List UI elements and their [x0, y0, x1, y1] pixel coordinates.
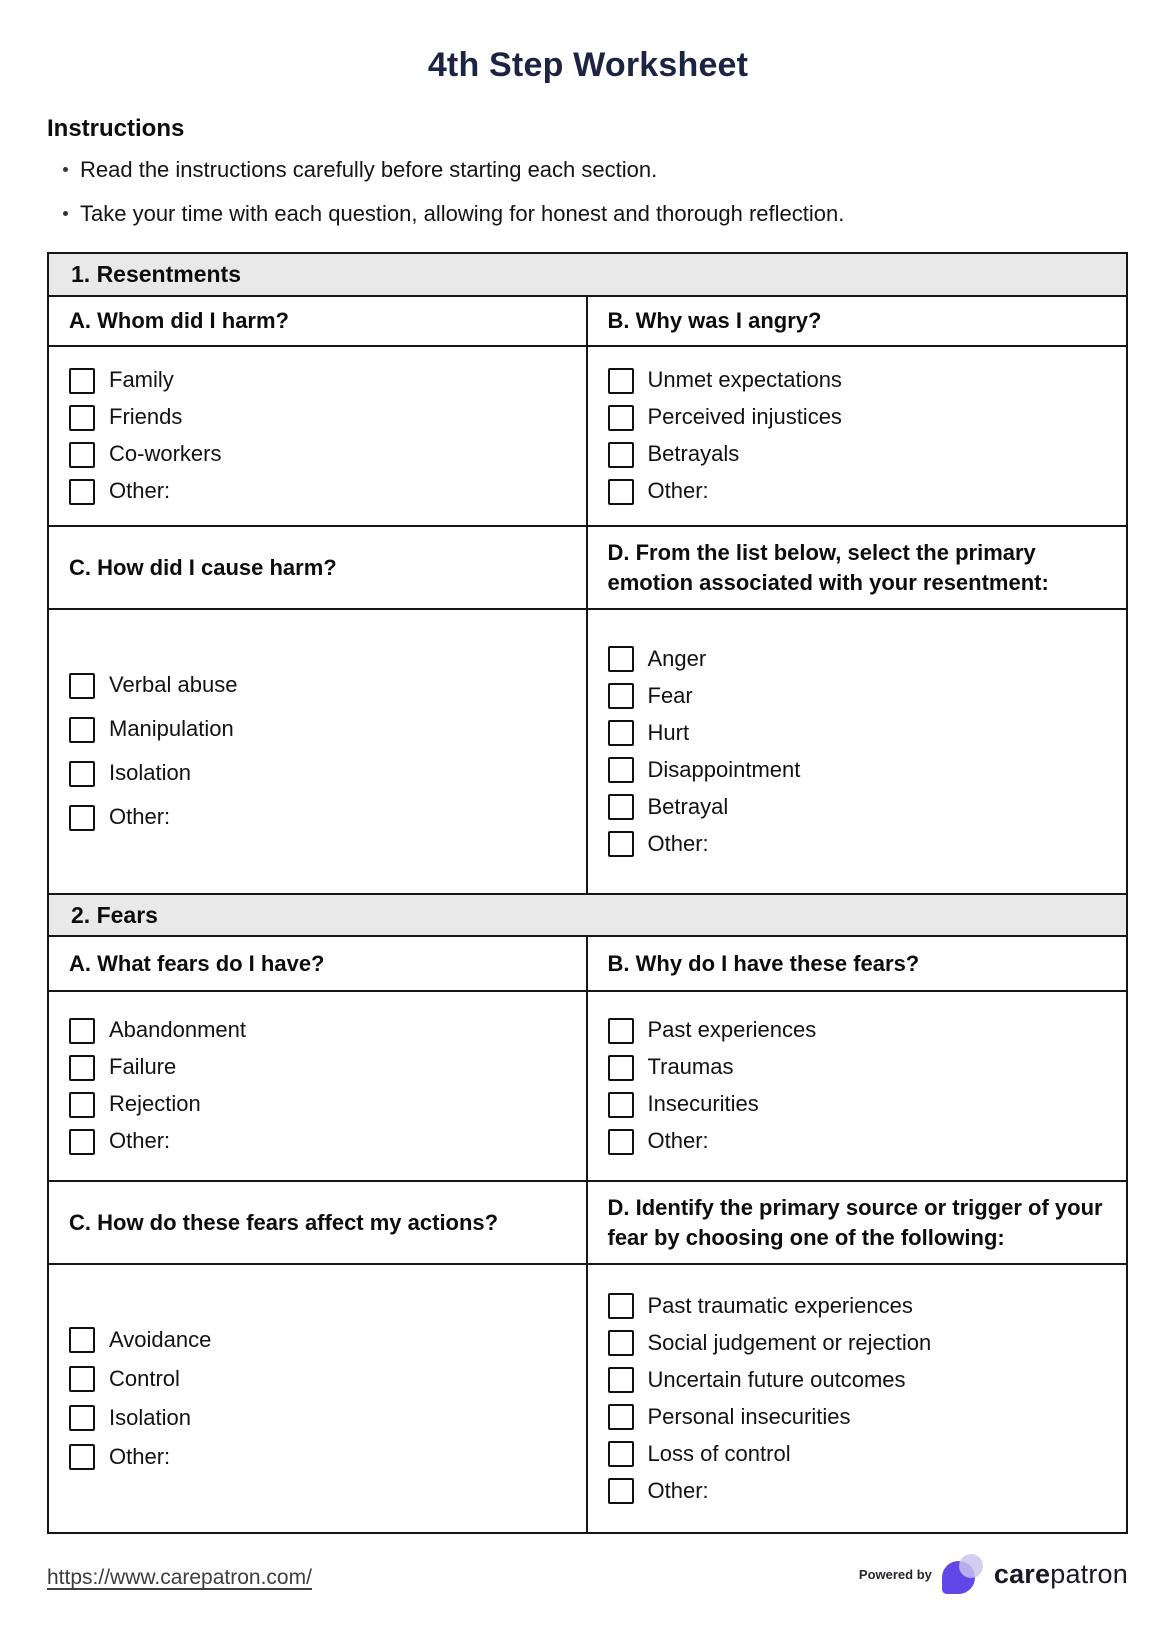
option-label: Betrayals [647, 441, 740, 467]
powered-by-badge [859, 1552, 1128, 1596]
checkbox[interactable] [69, 805, 95, 831]
question-header-row [49, 297, 1126, 347]
options-list [49, 992, 588, 1180]
checkbox[interactable] [608, 1293, 634, 1319]
options-list [588, 347, 1127, 525]
option-label: Other: [647, 1128, 709, 1154]
checkbox[interactable] [69, 1129, 95, 1155]
checkbox[interactable] [69, 1444, 95, 1470]
options-list [49, 610, 588, 893]
option-label: Other: [647, 830, 709, 856]
options-row [49, 610, 1126, 895]
checkbox-option [608, 683, 1115, 709]
checkbox[interactable] [69, 761, 95, 787]
option-label: Loss of control [647, 1440, 791, 1466]
checkbox-option [608, 442, 1115, 468]
worksheet-table [47, 252, 1128, 1534]
checkbox[interactable] [69, 1055, 95, 1081]
option-label: Unmet expectations [647, 367, 842, 393]
section-header-fears: 2. Fears [49, 895, 1126, 937]
instructions-list [47, 157, 1129, 228]
checkbox-option [608, 479, 1115, 505]
checkbox-option [69, 1405, 574, 1431]
checkbox[interactable] [608, 1441, 634, 1467]
option-label: Betrayal [647, 793, 729, 819]
instruction-text: Take your time with each question, allowing for honest and thorough reflection. [80, 201, 845, 227]
checkbox[interactable] [69, 1327, 95, 1353]
instructions-block [47, 115, 1129, 228]
checkbox-option [69, 1092, 574, 1118]
checkbox-option [608, 1441, 1115, 1467]
option-label: Rejection [109, 1091, 201, 1117]
option-label: Control [109, 1365, 180, 1391]
checkbox-option [69, 442, 574, 468]
checkbox[interactable] [69, 1092, 95, 1118]
options-list [49, 347, 588, 525]
bullet-icon [63, 211, 68, 216]
checkbox-option [69, 405, 574, 431]
checkbox[interactable] [608, 405, 634, 431]
options-row [49, 1265, 1126, 1532]
option-label: Other: [109, 1443, 171, 1469]
checkbox-option [608, 794, 1115, 820]
instruction-item [63, 201, 1129, 227]
checkbox-option [69, 479, 574, 505]
footer-link[interactable]: https://www.carepatron.com/ [47, 1566, 312, 1589]
option-label: Perceived injustices [647, 404, 842, 430]
brand-care: care [993, 1558, 1051, 1589]
checkbox[interactable] [69, 479, 95, 505]
question-header-row [49, 1182, 1126, 1265]
option-label: Traumas [647, 1054, 734, 1080]
checkbox-option [69, 761, 574, 787]
checkbox-option [69, 1129, 574, 1155]
checkbox-option [608, 1404, 1115, 1430]
checkbox[interactable] [608, 1092, 634, 1118]
checkbox-option [69, 717, 574, 743]
checkbox[interactable] [608, 1330, 634, 1356]
checkbox-option [69, 1366, 574, 1392]
checkbox-option [69, 1327, 574, 1353]
option-label: Friends [109, 404, 183, 430]
checkbox-option [608, 1092, 1115, 1118]
option-label: Failure [109, 1054, 177, 1080]
options-row [49, 992, 1126, 1182]
checkbox-option [608, 1293, 1115, 1319]
checkbox-option [69, 1444, 574, 1470]
page-title: 4th Step Worksheet [427, 46, 749, 84]
option-label: Verbal abuse [109, 672, 238, 698]
checkbox[interactable] [608, 1367, 634, 1393]
option-label: Past experiences [647, 1017, 817, 1043]
checkbox[interactable] [608, 479, 634, 505]
checkbox-option [608, 1367, 1115, 1393]
option-label: Insecurities [647, 1091, 759, 1117]
option-label: Personal insecurities [647, 1403, 851, 1429]
checkbox-option [608, 720, 1115, 746]
question-header-row [49, 937, 1126, 992]
bullet-icon [63, 167, 68, 172]
question-label: A. What fears do I have? [49, 937, 588, 990]
option-label: Uncertain future outcomes [647, 1366, 906, 1392]
powered-by-label: Powered by [858, 1566, 932, 1582]
checkbox-option [608, 757, 1115, 783]
option-label: Disappointment [647, 756, 801, 782]
option-label: Other: [109, 1128, 171, 1154]
checkbox[interactable] [69, 368, 95, 394]
options-list [588, 1265, 1127, 1532]
question-label: D. Identify the primary source or trigger of your fear by choosing one of the following: [607, 1195, 1103, 1250]
option-label: Other: [109, 478, 171, 504]
options-list [588, 992, 1127, 1180]
checkbox[interactable] [608, 831, 634, 857]
option-label: Isolation [109, 760, 191, 786]
checkbox[interactable] [608, 757, 634, 783]
checkbox-option [608, 1055, 1115, 1081]
options-row [49, 347, 1126, 527]
checkbox[interactable] [69, 717, 95, 743]
checkbox-option [69, 805, 574, 831]
checkbox-option [608, 646, 1115, 672]
question-label: C. How do these fears affect my actions? [49, 1182, 588, 1263]
checkbox[interactable] [69, 1366, 95, 1392]
option-label: Hurt [647, 719, 690, 745]
checkbox-option [608, 405, 1115, 431]
option-label: Fear [647, 682, 693, 708]
checkbox-option [608, 831, 1115, 857]
checkbox-option [608, 1018, 1115, 1044]
option-label: Other: [109, 804, 171, 830]
checkbox-option [608, 1478, 1115, 1504]
question-label: C. How did I cause harm? [49, 527, 588, 608]
checkbox[interactable] [69, 1018, 95, 1044]
checkbox-option [69, 1018, 574, 1044]
option-label: Anger [647, 645, 707, 671]
question-label: A. Whom did I harm? [49, 297, 588, 345]
checkbox[interactable] [608, 1478, 634, 1504]
options-list [588, 610, 1127, 893]
option-label: Co-workers [109, 441, 222, 467]
option-label: Avoidance [109, 1326, 212, 1352]
checkbox[interactable] [608, 1018, 634, 1044]
option-label: Other: [647, 478, 709, 504]
checkbox-option [69, 368, 574, 394]
checkbox[interactable] [608, 368, 634, 394]
checkbox[interactable] [608, 1404, 634, 1430]
instructions-heading: Instructions [47, 115, 185, 142]
option-label: Manipulation [109, 716, 234, 742]
option-label: Family [109, 367, 174, 393]
option-label: Other: [647, 1477, 709, 1503]
question-header-row [49, 527, 1126, 610]
brand-patron: patron [1050, 1558, 1128, 1589]
checkbox[interactable] [608, 646, 634, 672]
checkbox[interactable] [69, 442, 95, 468]
question-label: B. Why do I have these fears? [607, 950, 920, 976]
instruction-item [63, 157, 1129, 183]
checkbox-option [69, 1055, 574, 1081]
checkbox[interactable] [608, 720, 634, 746]
option-label: Social judgement or rejection [647, 1329, 932, 1355]
checkbox[interactable] [608, 1129, 634, 1155]
checkbox[interactable] [608, 442, 634, 468]
checkbox-option [608, 368, 1115, 394]
option-label: Isolation [109, 1404, 191, 1430]
options-list [49, 1265, 588, 1532]
option-label: Past traumatic experiences [647, 1292, 913, 1318]
checkbox-option [608, 1330, 1115, 1356]
carepatron-logo-icon [942, 1552, 986, 1596]
checkbox[interactable] [608, 683, 634, 709]
checkbox[interactable] [69, 405, 95, 431]
logo-circle-shape [959, 1554, 983, 1578]
checkbox-option [608, 1129, 1115, 1155]
checkbox[interactable] [69, 1405, 95, 1431]
brand-wordmark [994, 1559, 1128, 1590]
option-label: Abandonment [109, 1017, 246, 1043]
checkbox-option [69, 673, 574, 699]
checkbox[interactable] [608, 794, 634, 820]
instruction-text: Read the instructions carefully before starting each section. [80, 157, 658, 182]
question-label: D. From the list below, select the primary emotion associated with your resentment: [607, 540, 1049, 595]
checkbox[interactable] [608, 1055, 634, 1081]
question-label: B. Why was I angry? [607, 308, 822, 334]
checkbox[interactable] [69, 673, 95, 699]
section-header-resentments: 1. Resentments [49, 254, 1126, 297]
